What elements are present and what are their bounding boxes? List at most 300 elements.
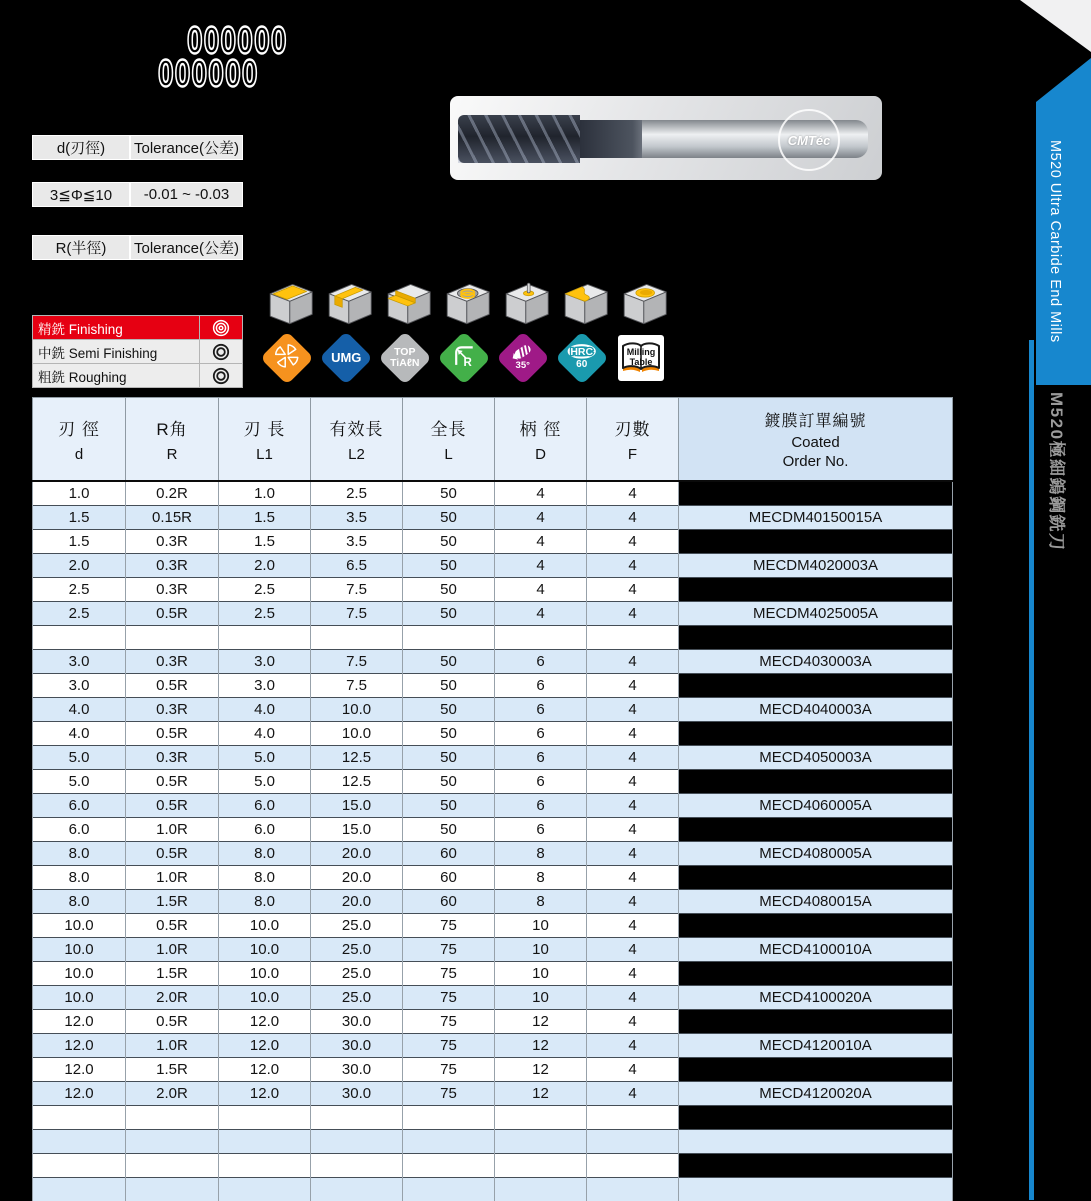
spec-cell: 3.0 bbox=[219, 649, 311, 673]
spec-cell: 10.0 bbox=[219, 937, 311, 961]
spec-cell bbox=[33, 1129, 126, 1153]
order-no-cell: MECDM40150015A bbox=[679, 505, 953, 529]
legend-label: 精銑 Finishing bbox=[38, 321, 123, 337]
spec-cell: 25.0 bbox=[311, 913, 403, 937]
helix-angle-icon bbox=[508, 341, 538, 376]
spec-cell: 4 bbox=[587, 553, 679, 577]
spec-cell: 75 bbox=[403, 1009, 495, 1033]
tolerance-table-d-header bbox=[32, 135, 243, 160]
four-flute-icon bbox=[272, 341, 302, 376]
spec-cell bbox=[311, 1177, 403, 1201]
spec-cell: 0.5R bbox=[126, 721, 219, 745]
drilling-icon bbox=[495, 280, 551, 330]
spec-cell: 30.0 bbox=[311, 1009, 403, 1033]
order-no-cell: MECD4030003A bbox=[679, 649, 953, 673]
spec-cell: 50 bbox=[403, 721, 495, 745]
spec-cell: 4 bbox=[587, 577, 679, 601]
spec-cell: 50 bbox=[403, 745, 495, 769]
table-row bbox=[33, 673, 953, 697]
end-mill-collar bbox=[580, 120, 642, 158]
svg-text:35°: 35° bbox=[515, 359, 531, 371]
spec-cell: 50 bbox=[403, 649, 495, 673]
legend-label: 中銑 Semi Finishing bbox=[38, 345, 158, 361]
spec-cell: 4 bbox=[587, 817, 679, 841]
spec-cell bbox=[495, 1177, 587, 1201]
tolerance-r-header: Tolerance(公差) bbox=[131, 236, 242, 259]
svg-text:HRC: HRC bbox=[570, 345, 594, 358]
spec-cell: 6.0 bbox=[33, 817, 126, 841]
table-row bbox=[33, 529, 953, 553]
spec-cell: 20.0 bbox=[311, 889, 403, 913]
table-row bbox=[33, 1057, 953, 1081]
spec-cell: 3.0 bbox=[33, 649, 126, 673]
spec-cell: 4 bbox=[495, 481, 587, 506]
spec-cell: 75 bbox=[403, 961, 495, 985]
order-no-cell: MECD4120020A bbox=[679, 1081, 953, 1105]
spec-cell bbox=[33, 1153, 126, 1177]
order-no-cell bbox=[679, 1105, 953, 1129]
spec-cell: 6 bbox=[495, 793, 587, 817]
badge-label: UMG bbox=[330, 350, 362, 366]
spec-cell: 12 bbox=[495, 1033, 587, 1057]
double-circle-icon bbox=[199, 340, 242, 363]
spec-cell: 8 bbox=[495, 841, 587, 865]
table-row bbox=[33, 1081, 953, 1105]
spec-cell: 6 bbox=[495, 769, 587, 793]
spec-cell: 8 bbox=[495, 889, 587, 913]
product-photo bbox=[450, 96, 882, 180]
spec-cell: 50 bbox=[403, 697, 495, 721]
spec-cell: 6 bbox=[495, 649, 587, 673]
col-header-corner-radius: R角 R bbox=[126, 398, 219, 481]
order-no-cell bbox=[679, 865, 953, 889]
spec-cell: 12.0 bbox=[219, 1081, 311, 1105]
spec-cell bbox=[219, 1105, 311, 1129]
spec-cell: 10.0 bbox=[219, 985, 311, 1009]
tolerance-d-header: Tolerance(公差) bbox=[131, 136, 242, 159]
spec-cell: 0.5R bbox=[126, 601, 219, 625]
spec-cell: 20.0 bbox=[311, 865, 403, 889]
spec-table-header bbox=[33, 398, 953, 481]
spec-cell: 12 bbox=[495, 1009, 587, 1033]
svg-text:60: 60 bbox=[576, 358, 588, 370]
col-header-diameter: 刃 徑 d bbox=[33, 398, 126, 481]
spec-cell: 5.0 bbox=[33, 745, 126, 769]
spec-cell: 1.5R bbox=[126, 961, 219, 985]
order-no-cell bbox=[679, 1153, 953, 1177]
spec-cell: 50 bbox=[403, 769, 495, 793]
spec-cell: 4 bbox=[587, 769, 679, 793]
slot-milling-icon bbox=[318, 280, 374, 330]
badge-label bbox=[618, 347, 664, 368]
order-no-cell bbox=[679, 913, 953, 937]
table-row bbox=[33, 601, 953, 625]
tolerance-d-range: 3≦Φ≦10 bbox=[33, 183, 131, 206]
tolerance-table-r-header bbox=[32, 235, 243, 260]
spec-cell bbox=[587, 1177, 679, 1201]
corner-radius-badge bbox=[436, 331, 492, 385]
order-no-cell bbox=[679, 1009, 953, 1033]
spec-cell bbox=[495, 1153, 587, 1177]
spec-cell: 8.0 bbox=[219, 865, 311, 889]
order-no-cell: MECDM4020003A bbox=[679, 553, 953, 577]
spec-cell: 4 bbox=[587, 1033, 679, 1057]
table-row bbox=[33, 793, 953, 817]
spec-cell: 1.5 bbox=[33, 505, 126, 529]
spec-cell: 10.0 bbox=[33, 985, 126, 1009]
spec-cell bbox=[126, 625, 219, 649]
table-row bbox=[33, 889, 953, 913]
spec-cell: 10.0 bbox=[33, 913, 126, 937]
order-no-cell bbox=[679, 673, 953, 697]
spec-cell: 1.0R bbox=[126, 817, 219, 841]
order-no-cell bbox=[679, 1057, 953, 1081]
spec-cell: 10.0 bbox=[33, 961, 126, 985]
end-mill-flutes bbox=[458, 115, 580, 163]
table-row bbox=[33, 577, 953, 601]
badge-diamond bbox=[437, 331, 491, 385]
catalog-number-line2: 000000 bbox=[158, 54, 259, 95]
spec-cell: 10.0 bbox=[219, 961, 311, 985]
spec-cell: 3.0 bbox=[33, 673, 126, 697]
spec-cell: 75 bbox=[403, 1057, 495, 1081]
spec-cell: 0.3R bbox=[126, 553, 219, 577]
spec-cell: 12.0 bbox=[33, 1081, 126, 1105]
spec-cell: 4 bbox=[587, 889, 679, 913]
spec-cell: 4 bbox=[587, 481, 679, 506]
table-row bbox=[33, 697, 953, 721]
col-header-order-no: 鍍膜訂單編號 Coated Order No. bbox=[679, 398, 953, 481]
spec-cell: 3.5 bbox=[311, 505, 403, 529]
spec-cell bbox=[219, 1129, 311, 1153]
badge-line: TiAℓN bbox=[390, 356, 420, 369]
spec-cell: 75 bbox=[403, 1033, 495, 1057]
spec-cell: 10 bbox=[495, 913, 587, 937]
spec-cell: 6.0 bbox=[219, 793, 311, 817]
table-row bbox=[33, 1129, 953, 1153]
spec-cell: 6 bbox=[495, 817, 587, 841]
tolerance-d-label: d(刃徑) bbox=[33, 136, 131, 159]
spec-cell: 6.0 bbox=[219, 817, 311, 841]
spec-cell: 60 bbox=[403, 865, 495, 889]
spec-cell: 8 bbox=[495, 865, 587, 889]
profile-milling-icon bbox=[554, 280, 610, 330]
order-no-cell: MECD4040003A bbox=[679, 697, 953, 721]
spec-cell: 2.0R bbox=[126, 985, 219, 1009]
spec-cell: 4 bbox=[587, 1057, 679, 1081]
table-row bbox=[33, 721, 953, 745]
spec-cell: 4 bbox=[495, 529, 587, 553]
badge-diamond bbox=[378, 331, 432, 385]
spec-cell: 1.0R bbox=[126, 865, 219, 889]
order-no-cell bbox=[679, 1129, 953, 1153]
order-no-cell bbox=[679, 529, 953, 553]
order-no-cell: MECD4080015A bbox=[679, 889, 953, 913]
spec-cell: 4.0 bbox=[33, 697, 126, 721]
spec-cell: 1.5R bbox=[126, 889, 219, 913]
spec-cell bbox=[33, 1105, 126, 1129]
spec-cell: 50 bbox=[403, 817, 495, 841]
spec-cell bbox=[33, 1177, 126, 1201]
spec-cell bbox=[219, 625, 311, 649]
order-no-cell bbox=[679, 817, 953, 841]
spec-cell: 4 bbox=[587, 745, 679, 769]
spec-cell: 50 bbox=[403, 601, 495, 625]
table-row bbox=[33, 985, 953, 1009]
spec-cell: 0.5R bbox=[126, 1009, 219, 1033]
spec-cell: 50 bbox=[403, 553, 495, 577]
spec-cell bbox=[403, 1177, 495, 1201]
spec-cell: 75 bbox=[403, 985, 495, 1009]
spec-cell: 30.0 bbox=[311, 1033, 403, 1057]
hardness-badge bbox=[554, 331, 610, 385]
spec-cell: 2.5 bbox=[311, 481, 403, 506]
spec-cell: 12.5 bbox=[311, 769, 403, 793]
tolerance-table-d-value bbox=[32, 182, 243, 207]
spec-cell: 1.0R bbox=[126, 937, 219, 961]
spec-cell: 4 bbox=[587, 985, 679, 1009]
face-milling-icon bbox=[259, 280, 315, 330]
spec-cell: 2.5 bbox=[33, 601, 126, 625]
corner-wedge bbox=[1020, 0, 1091, 52]
table-row bbox=[33, 817, 953, 841]
spec-cell bbox=[311, 1153, 403, 1177]
spec-cell: 50 bbox=[403, 673, 495, 697]
spec-cell: 4 bbox=[495, 601, 587, 625]
table-row bbox=[33, 937, 953, 961]
spec-cell: 7.5 bbox=[311, 673, 403, 697]
badge-line: TOP bbox=[394, 345, 416, 358]
spec-cell: 25.0 bbox=[311, 937, 403, 961]
spec-cell: 0.3R bbox=[126, 745, 219, 769]
double-circle-icon bbox=[199, 364, 242, 387]
col-header-shank-diameter: 柄 徑 D bbox=[495, 398, 587, 481]
spec-cell: 30.0 bbox=[311, 1057, 403, 1081]
spec-cell bbox=[403, 1105, 495, 1129]
spec-cell: 6.0 bbox=[33, 793, 126, 817]
spec-cell: 1.0R bbox=[126, 1033, 219, 1057]
spec-cell: 8.0 bbox=[33, 841, 126, 865]
spec-cell bbox=[219, 1177, 311, 1201]
spec-cell: 2.0 bbox=[33, 553, 126, 577]
spec-cell: 12.0 bbox=[219, 1009, 311, 1033]
legend-row-finishing bbox=[33, 316, 242, 339]
spec-cell: 5.0 bbox=[219, 745, 311, 769]
spec-cell: 2.5 bbox=[33, 577, 126, 601]
spec-cell: 50 bbox=[403, 529, 495, 553]
spec-cell: 8.0 bbox=[33, 865, 126, 889]
spec-cell: 7.5 bbox=[311, 649, 403, 673]
spec-cell: 7.5 bbox=[311, 601, 403, 625]
table-row bbox=[33, 961, 953, 985]
spec-cell: 4 bbox=[587, 1081, 679, 1105]
table-row bbox=[33, 1009, 953, 1033]
spec-cell: 4 bbox=[587, 649, 679, 673]
series-title-zh: M520極細鎢鋼銑刀 bbox=[1047, 392, 1066, 552]
spec-cell: 60 bbox=[403, 841, 495, 865]
spec-cell bbox=[587, 1105, 679, 1129]
table-row bbox=[33, 1033, 953, 1057]
table-row bbox=[33, 505, 953, 529]
badge-line: Milling bbox=[626, 347, 656, 357]
spec-cell: 10.0 bbox=[311, 697, 403, 721]
table-row bbox=[33, 1105, 953, 1129]
spec-cell: 12.5 bbox=[311, 745, 403, 769]
spec-cell: 10 bbox=[495, 985, 587, 1009]
order-no-cell: MECDM4025005A bbox=[679, 601, 953, 625]
spec-cell: 4 bbox=[587, 961, 679, 985]
table-row bbox=[33, 481, 953, 506]
spec-cell: 4 bbox=[587, 913, 679, 937]
spec-cell: 2.0 bbox=[219, 553, 311, 577]
order-no-cell bbox=[679, 1177, 953, 1201]
spec-cell bbox=[311, 1129, 403, 1153]
badge-diamond bbox=[319, 331, 373, 385]
order-no-cell: MECD4050003A bbox=[679, 745, 953, 769]
spec-cell: 12.0 bbox=[33, 1009, 126, 1033]
accent-line bbox=[1029, 340, 1034, 1200]
order-no-cell bbox=[679, 481, 953, 506]
brand-watermark: CMTéc bbox=[778, 109, 840, 171]
spec-cell: 12.0 bbox=[219, 1057, 311, 1081]
spec-cell: 4.0 bbox=[219, 721, 311, 745]
table-row bbox=[33, 745, 953, 769]
spec-cell bbox=[126, 1153, 219, 1177]
order-no-cell bbox=[679, 577, 953, 601]
spec-cell bbox=[126, 1105, 219, 1129]
spec-cell: 4 bbox=[587, 505, 679, 529]
table-row bbox=[33, 769, 953, 793]
table-row bbox=[33, 625, 953, 649]
spec-cell: 0.3R bbox=[126, 697, 219, 721]
spec-cell: 1.0 bbox=[33, 481, 126, 506]
spec-cell: 20.0 bbox=[311, 841, 403, 865]
umg-badge bbox=[318, 331, 374, 385]
spec-table bbox=[32, 397, 953, 1201]
spec-cell: 1.5 bbox=[33, 529, 126, 553]
spec-cell: 4 bbox=[495, 505, 587, 529]
pocket-milling-icon bbox=[613, 280, 669, 330]
spec-cell: 6 bbox=[495, 721, 587, 745]
spec-cell bbox=[495, 625, 587, 649]
spec-cell: 15.0 bbox=[311, 793, 403, 817]
spec-cell bbox=[219, 1153, 311, 1177]
spec-cell: 12 bbox=[495, 1057, 587, 1081]
col-header-overall-length: 全長 L bbox=[403, 398, 495, 481]
spec-cell: 0.15R bbox=[126, 505, 219, 529]
spec-cell: 10.0 bbox=[33, 937, 126, 961]
spec-cell bbox=[587, 1153, 679, 1177]
spec-cell bbox=[495, 1105, 587, 1129]
table-row bbox=[33, 553, 953, 577]
spec-cell: 4 bbox=[587, 697, 679, 721]
spec-cell: 4.0 bbox=[219, 697, 311, 721]
spec-cell: 4.0 bbox=[33, 721, 126, 745]
spec-cell: 50 bbox=[403, 793, 495, 817]
spec-cell: 4 bbox=[587, 865, 679, 889]
order-no-cell bbox=[679, 961, 953, 985]
spec-cell: 4 bbox=[587, 721, 679, 745]
spec-cell: 25.0 bbox=[311, 985, 403, 1009]
order-no-cell bbox=[679, 769, 953, 793]
coating-badge bbox=[377, 331, 433, 385]
spec-cell: 2.5 bbox=[219, 577, 311, 601]
milling-table-badge bbox=[613, 331, 669, 385]
order-no-cell: MECD4100020A bbox=[679, 985, 953, 1009]
spec-cell: 7.5 bbox=[311, 577, 403, 601]
spec-cell: 4 bbox=[495, 553, 587, 577]
spec-cell: 6 bbox=[495, 697, 587, 721]
spec-cell: 1.5 bbox=[219, 505, 311, 529]
spec-cell: 50 bbox=[403, 481, 495, 506]
spec-cell: 75 bbox=[403, 913, 495, 937]
spec-cell: 0.3R bbox=[126, 577, 219, 601]
hardness-icon bbox=[566, 341, 598, 376]
milling-table-book-icon bbox=[618, 335, 664, 381]
spec-cell: 0.5R bbox=[126, 913, 219, 937]
spec-cell: 2.0R bbox=[126, 1081, 219, 1105]
spec-cell: 2.5 bbox=[219, 601, 311, 625]
table-row bbox=[33, 865, 953, 889]
tolerance-d-value: -0.01 ~ -0.03 bbox=[131, 183, 242, 206]
spec-cell: 4 bbox=[587, 937, 679, 961]
spec-cell: 15.0 bbox=[311, 817, 403, 841]
helix-angle-badge bbox=[495, 331, 551, 385]
spec-cell bbox=[311, 1105, 403, 1129]
spec-cell bbox=[403, 1129, 495, 1153]
order-no-cell: MECD4080005A bbox=[679, 841, 953, 865]
spec-cell: 6.5 bbox=[311, 553, 403, 577]
table-row bbox=[33, 649, 953, 673]
corner-radius-icon bbox=[449, 341, 479, 376]
spec-cell: 6 bbox=[495, 673, 587, 697]
spec-cell: 4 bbox=[495, 577, 587, 601]
series-title-en: M520 Ultra Carbide End Mills bbox=[1047, 140, 1063, 343]
finishing-legend bbox=[32, 315, 243, 388]
triple-circle-icon bbox=[199, 316, 242, 339]
order-no-cell: MECD4100010A bbox=[679, 937, 953, 961]
spec-cell: 6 bbox=[495, 745, 587, 769]
catalog-number-line1: 000000 bbox=[187, 21, 288, 62]
spec-cell: 3.0 bbox=[219, 673, 311, 697]
spec-cell: 75 bbox=[403, 937, 495, 961]
spec-cell: 0.5R bbox=[126, 841, 219, 865]
table-row bbox=[33, 1153, 953, 1177]
series-stripe bbox=[1036, 58, 1091, 385]
spec-cell: 8.0 bbox=[33, 889, 126, 913]
spec-cell: 12.0 bbox=[33, 1057, 126, 1081]
spec-cell: 0.3R bbox=[126, 529, 219, 553]
spec-cell: 60 bbox=[403, 889, 495, 913]
spec-cell: 5.0 bbox=[219, 769, 311, 793]
col-header-flutes: 刃數 F bbox=[587, 398, 679, 481]
spec-cell bbox=[126, 1177, 219, 1201]
spec-cell: 12 bbox=[495, 1081, 587, 1105]
table-row bbox=[33, 841, 953, 865]
badge-diamond bbox=[555, 331, 609, 385]
badge-label bbox=[390, 347, 419, 369]
spec-cell bbox=[587, 625, 679, 649]
order-no-cell: MECD4060005A bbox=[679, 793, 953, 817]
spec-cell: 3.5 bbox=[311, 529, 403, 553]
spec-cell bbox=[403, 625, 495, 649]
spec-cell: 4 bbox=[587, 673, 679, 697]
spec-cell bbox=[403, 1153, 495, 1177]
col-header-effective-length: 有效長 L2 bbox=[311, 398, 403, 481]
col-header-flute-length: 刃 長 L1 bbox=[219, 398, 311, 481]
helical-milling-icon bbox=[436, 280, 492, 330]
spec-cell: 0.3R bbox=[126, 649, 219, 673]
